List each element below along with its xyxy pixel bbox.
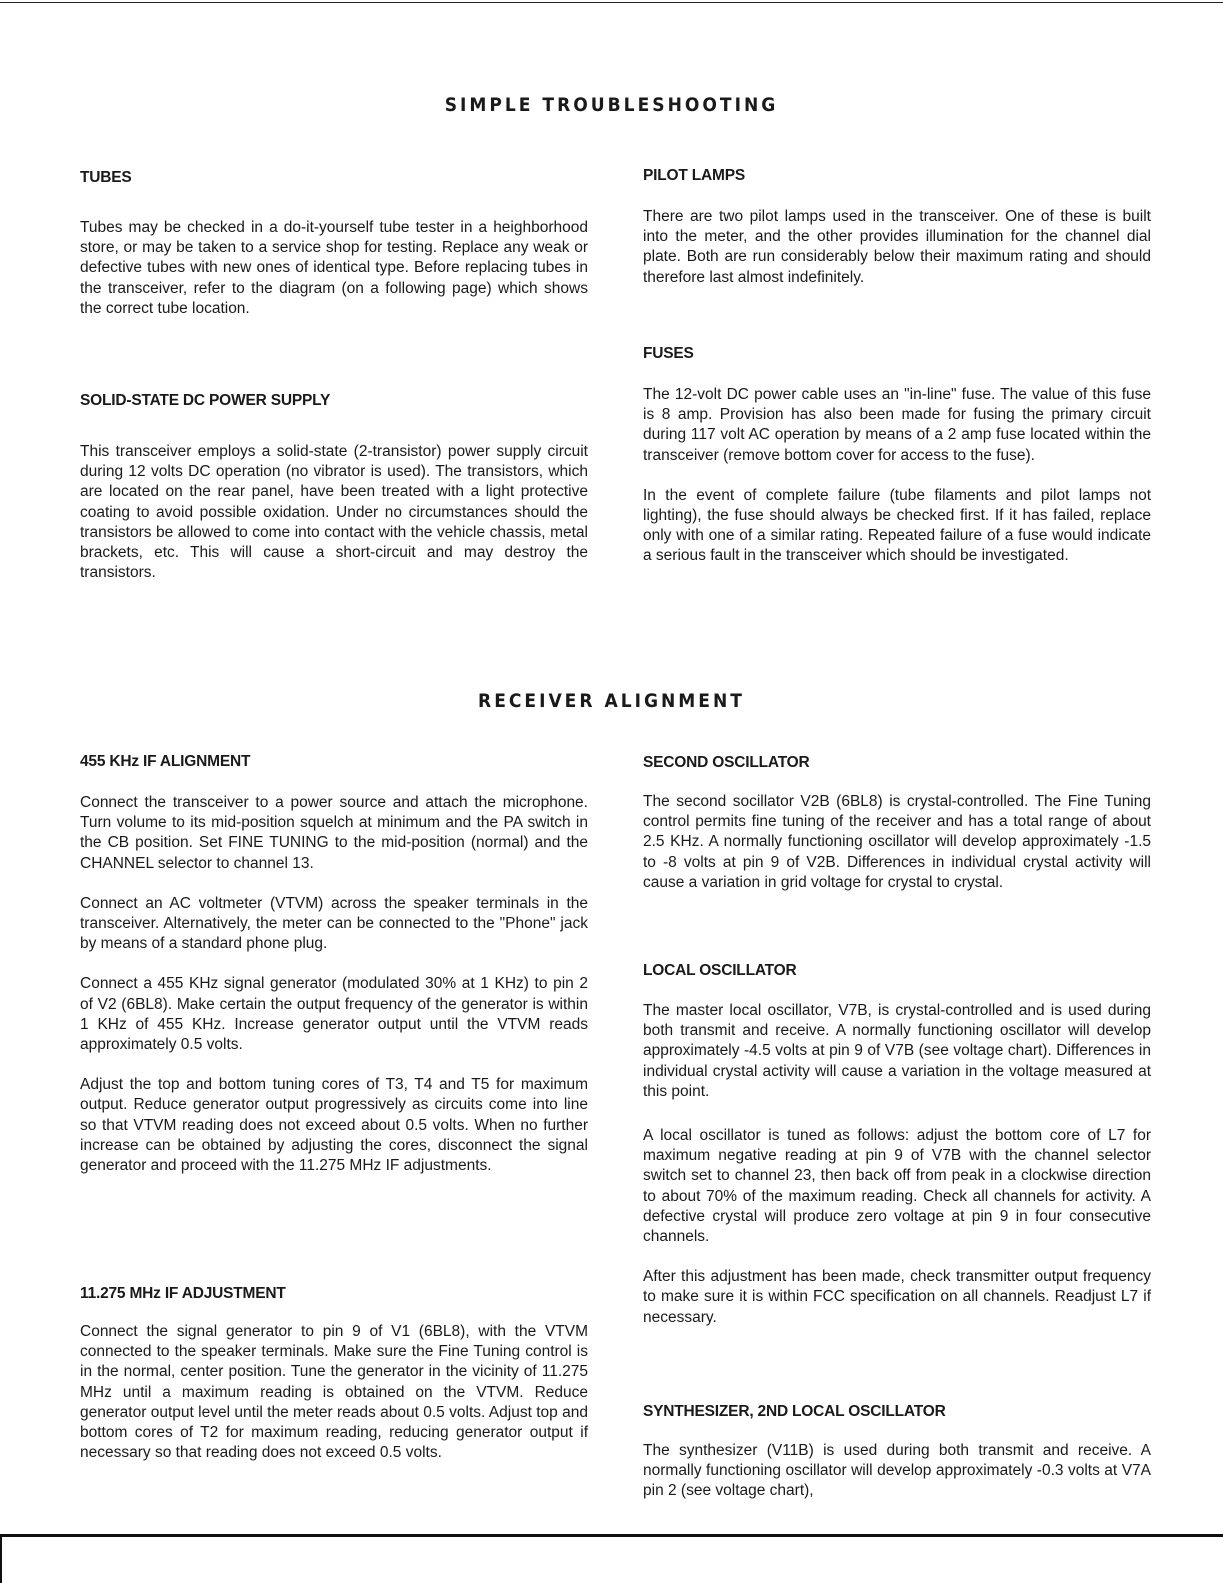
power-supply-paragraph: This transceiver employs a solid-state (2-transistor) power supply circuit during 12 volts DC operation (no vibrator is used). The transistors, which are located on the rear panel, have been treated with a light protective coating to avoid possible oxidation. Under no circumstances should the transistors be allowed to come into contact with the vehicle chassis, metal brackets, etc. This will cause a short-circuit and may destroy the transistors. — [80, 443, 588, 582]
local-osc-body — [643, 1001, 1151, 1328]
pilot-lamps-section — [643, 166, 1151, 186]
if-455-heading: 455 KHz IF ALIGNMENT — [80, 753, 251, 770]
synth-paragraph: The synthesizer (V11B) is used during both transmit and receive. A normally functioning oscillator will develop approximately -0.3 volts at V7A pin 2 (see voltage chart), — [643, 1442, 1151, 1500]
fuses-section — [643, 344, 1151, 364]
tubes-section — [80, 168, 588, 188]
pilot-lamps-paragraph: There are two pilot lamps used in the transceiver. One of these is built into the meter, and the other provides illumination for the channel dial plate. Both are run considerably below their maximum rating and should therefore last almost indefinitely. — [643, 208, 1151, 286]
pilot-lamps-body — [643, 207, 1151, 288]
if-11275-paragraph: Connect the signal generator to pin 9 of V1 (6BL8), with the VTVM connected to the speaker terminals. Make sure the Fine Tuning control is in the normal, center position. Tune the generator in the vicinity of 11.275 MHz until a maximum reading is obtained on the VTVM. Reduce generator output level until the meter reads about 0.5 volts. Adjust top and bottom cores of T2 for maximum reading, reducing generator output if necessary so that reading does not exceed 0.5 volts. — [80, 1323, 588, 1462]
second-osc-body — [643, 792, 1151, 893]
if-11275-heading: 11.275 MHz IF ADJUSTMENT — [80, 1285, 286, 1302]
local-osc-paragraph-1: The master local oscillator, V7B, is crystal-controlled and is used during both transmit and receive. A normally functioning oscillator will develop approximately -4.5 volts at pin 9 of V7B (see voltage chart). Differences in individual crystal activity will cause a variation in the voltage measured at this point. — [643, 1002, 1151, 1100]
bottom-rule — [0, 1534, 1223, 1537]
top-rule — [0, 2, 1223, 3]
if-455-body — [80, 793, 588, 1176]
if-455-paragraph-1: Connect the transceiver to a power source and attach the microphone. Turn volume to its mid-position squelch at minimum and the PA switch in the CB position. Set FINE TUNING to the mid-position (normal) and the CHANNEL selector to channel 13. — [80, 794, 588, 872]
tubes-body — [80, 218, 588, 319]
fuses-heading: FUSES — [643, 345, 694, 362]
power-supply-heading: SOLID-STATE DC POWER SUPPLY — [80, 392, 331, 409]
local-osc-paragraph-3: After this adjustment has been made, check transmitter output frequency to make sure it is within FCC specification on all channels. Readjust L7 if necessary. — [643, 1268, 1151, 1326]
pilot-lamps-heading: PILOT LAMPS — [643, 167, 745, 184]
fuses-body — [643, 385, 1151, 567]
tubes-heading: TUBES — [80, 169, 132, 186]
if-455-section — [80, 752, 588, 772]
if-455-paragraph-2: Connect an AC voltmeter (VTVM) across the speaker terminals in the transceiver. Alternatively, the meter can be connected to the "Phone" jack by means of a standard phone plug. — [80, 894, 588, 953]
local-osc-paragraph-2: A local oscillator is tuned as follows: adjust the bottom core of L7 for maximum negative reading at pin 9 of V7B with the channel selector switch set to channel 23, then back off from peak in a clockwise direction to about 70% of the maximum reading. Check all channels for activity. A defective crystal will produce zero voltage at pin 9 in four consecutive channels. — [643, 1127, 1151, 1246]
second-osc-heading: SECOND OSCILLATOR — [643, 754, 810, 771]
synth-section — [643, 1402, 1151, 1422]
section-title-troubleshooting: SIMPLE TROUBLESHOOTING — [444, 94, 779, 116]
section-title-alignment: RECEIVER ALIGNMENT — [478, 690, 745, 712]
synth-body — [643, 1441, 1151, 1502]
corner-mark — [0, 1534, 2, 1583]
fuses-paragraph-2: In the event of complete failure (tube filaments and pilot lamps not lighting), the fuse should always be checked first. If it has failed, replace only with one of a similar rating. Repeated failure of a fuse would indicate a serious fault in the transceiver which should be investigated. — [643, 486, 1151, 565]
if-11275-section — [80, 1284, 588, 1304]
power-supply-body — [80, 442, 588, 583]
second-osc-paragraph: The second socillator V2B (6BL8) is crystal-controlled. The Fine Tuning control permits fine tuning of the receiver and has a total range of about 2.5 KHz. A normally functioning oscillator will develop approximately -1.5 to -8 volts at pin 9 of V2B. Differences in individual crystal activity will cause a variation in grid voltage for crystal to crystal. — [643, 793, 1151, 891]
second-osc-section — [643, 753, 1151, 773]
fuses-paragraph-1: The 12-volt DC power cable uses an "in-line" fuse. The value of this fuse is 8 amp. Provision has also been made for fusing the primary circuit during 117 volt AC operation by means of a 2 amp fuse located within the transceiver (remove bottom cover for access to the fuse). — [643, 386, 1151, 464]
synth-heading: SYNTHESIZER, 2ND LOCAL OSCILLATOR — [643, 1403, 946, 1420]
if-455-paragraph-3: Connect a 455 KHz signal generator (modulated 30% at 1 KHz) to pin 2 of V2 (6BL8). Make certain the output frequency of the generator is within 1 KHz of 455 KHz. Increase generator output until the VTVM reads approximately 0.5 volts. — [80, 975, 588, 1054]
tubes-paragraph: Tubes may be checked in a do-it-yourself tube tester in a heighborhood store, or may be taken to a service shop for testing. Replace any weak or defective tubes with new ones of identical type. Before replacing tubes in the transceiver, refer to the diagram (on a following page) which shows the correct tube location. — [80, 219, 588, 317]
if-11275-body — [80, 1322, 588, 1463]
local-osc-heading: LOCAL OSCILLATOR — [643, 962, 797, 979]
local-osc-section — [643, 961, 1151, 981]
power-supply-section — [80, 391, 588, 411]
if-455-paragraph-4: Adjust the top and bottom tuning cores of T3, T4 and T5 for maximum output. Reduce generator output progressively as circuits come into line so that VTVM reading does not exceed about 0.5 volts. When no further increase can be obtained by adjusting the cores, disconnect the signal generator and proceed with the 11.275 MHz IF adjustments. — [80, 1076, 588, 1175]
